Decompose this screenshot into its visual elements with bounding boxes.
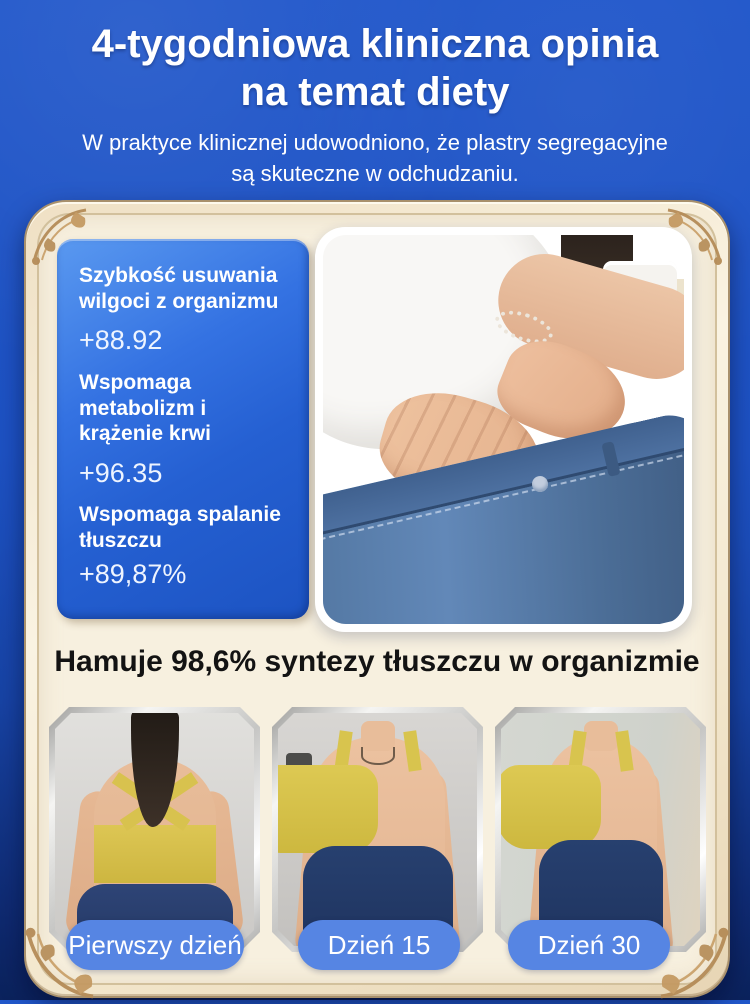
page-subtitle [20,128,730,190]
yellow-sports-bra [278,765,378,853]
subtitle-line-1: W praktyce klinicznej udowodniono, że plastry segregacyjne [82,130,668,155]
day-label-first-day: Pierwszy dzień [66,920,244,970]
stat-value: +96.35 [79,457,163,488]
corner-flourish-icon [664,204,728,268]
photo-day-30 [495,707,706,952]
stat-label: Wspomaga metabolizm i krążenie krwi [79,370,211,446]
yellow-sports-bra [94,825,216,883]
photo-first-day-canvas [55,713,254,946]
photo-canvas [323,235,684,624]
stats-panel [57,239,309,619]
stat-value: +88.92 [79,325,163,356]
subtitle-line-2: są skuteczne w odchudzaniu. [231,160,519,186]
necklace [361,747,395,765]
photo-first-day [49,707,260,952]
bra-strap [403,730,421,771]
promo-header [0,0,750,190]
stat-value: +89,87% [79,558,187,589]
title-line-2: na temat diety [240,70,510,114]
stat-label: Wspomaga spalanie tłuszczu [79,503,281,553]
before-after-row [49,707,706,952]
stat-label: Szybkość usuwania wilgoci z organizmu [79,264,279,313]
claim-heading: Hamuje 98,6% syntezy tłuszczu w organizmie [54,645,700,678]
ornate-frame [24,200,730,998]
corner-flourish-icon [26,204,90,268]
person-neck [584,721,618,751]
photo-day-15-canvas [278,713,477,946]
bra-strap [615,730,633,771]
photo-day-15 [272,707,483,952]
belly-massage-photo [315,227,692,632]
title-line-1: 4-tygodniowa kliniczna opinia [91,22,659,66]
photo-day-30-canvas [501,713,700,946]
day-label-day-30: Dzień 30 [508,920,670,970]
day-label-day-15: Dzień 15 [298,920,460,970]
yellow-sports-bra [501,765,601,849]
page-title [10,20,740,116]
